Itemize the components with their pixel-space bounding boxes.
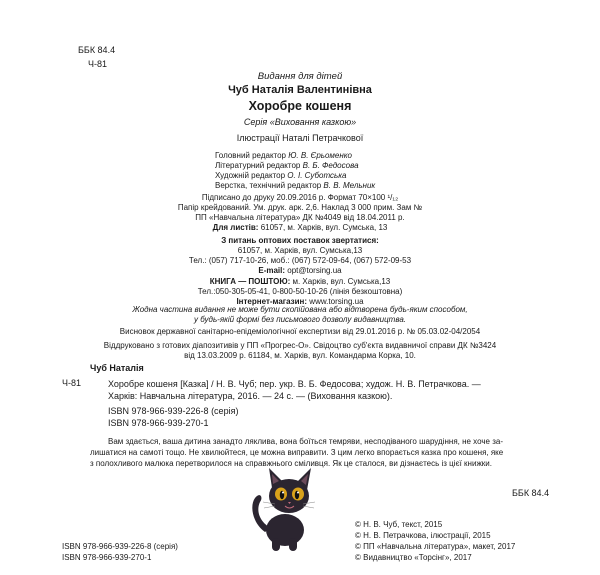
kitten-body — [266, 514, 304, 546]
catalog-isbn: ISBN 978-966-939-226-8 (серія) ISBN 978-966-939-270-1 — [108, 406, 239, 428]
editors-block — [215, 151, 515, 191]
letters-line: Для листів: 61057, м. Харків, вул. Сумська, 13 — [212, 223, 388, 232]
copyright-item: © Н. В. Чуб, текст, 2015 — [355, 520, 443, 529]
kitten-illustration — [245, 462, 327, 554]
sanitary-conclusion: Висновок державної санітарно-епідеміологічної експертизи від 29.01.2016 р. № 05.03.02-04/2054 — [119, 327, 481, 336]
catalog-code: Ч-81 — [62, 378, 82, 388]
edition-type: Видання для дітей — [257, 71, 343, 82]
print-info: Підписано до друку 20.09.2016 р. Формат 70×100 ¹/₁₂ Папір крейдований. Ум. друк. арк. 2,6. Наклад 3 000 прим. Зам № ПП «Навчальна література» ДК №4049 від 18.04.2011 р. Для листів: 61057, м. Харків, вул. Сумська, 13 — [0, 193, 600, 233]
editor-line: Літературний редактор В. Б. Федосова — [215, 161, 359, 170]
printer-info: Віддруковано з готових діапозитивів у ПП «Прогрес-О». Свідоцтво суб'єкта видавничої справи ДК №3424 від 13.03.2009 р. 61184, м. Харків, вул. Командарма Корка, 10. — [103, 341, 497, 360]
copyright-item: © Н. В. Петрачкова, ілюстрації, 2015 — [355, 531, 491, 540]
illustrator: Ілюстрації Наталі Петрачкової — [236, 133, 364, 143]
kitten-leg — [289, 538, 297, 551]
bottom-isbn: ISBN 978-966-939-226-8 (серія) ISBN 978-966-939-270-1 — [62, 542, 178, 562]
kitten-leg — [272, 538, 280, 551]
copyright-item: © Видавництво «Торсінг», 2017 — [355, 553, 472, 562]
editor-line: Верстка, технічний редактор В. В. Мельник — [215, 181, 376, 190]
series-name: Серія «Виховання казкою» — [243, 117, 357, 127]
editor-line: Головний редактор Ю. В. Єрьоменко — [215, 151, 352, 160]
catalog-annotation: Вам здається, ваша дитина занадто ляклива, вона боїться темряви, несподіваного шарудіння, не хоче за- лишатися на самоті тощо. Не хвилюйтеся, це можна виправити. З цим легко впорається казка про кошеня, яке з полохливого малюка перетворилося на справжнього сміливця. Як це сталося, ви дізнаєтесь із цієї книжки. — [90, 437, 504, 468]
catalog-description: Хоробре кошеня [Казка] / Н. В. Чуб; пер. укр. В. Б. Федосова; худож. Н. В. Петрачкова. — Харків: Навчальна література, 2016. — 24 с. — (Виховання казкою). — [108, 379, 481, 401]
bbk-code: ББК 84.4 — [78, 45, 116, 55]
editor-line: Художній редактор О. І. Суботська — [215, 171, 347, 180]
bottom-bbk: ББК 84.4 — [512, 488, 550, 498]
copyright-list — [355, 519, 515, 563]
book-title: Хоробре кошеня — [248, 99, 352, 113]
copyright-notice: Жодна частина видання не може бути скопійована або відтворена будь-яким способом, у будь-якій формі без письмового дозволу видавництва. — [132, 305, 468, 324]
author-name: Чуб Наталія Валентинівна — [228, 84, 372, 96]
catalog-author: Чуб Наталія — [90, 363, 144, 373]
wholesale-block: З питань оптових поставок звертатися: 61057, м. Харків, вул. Сумська,13 Тел.: (057) 717-10-26, моб.: (067) 572-09-64, (067) 572-09-53 E-mail: opt@torsing.ua КНИГА — ПОШТОЮ: м. Харків, вул. Сумська,13 Тел.:050-305-05-41, 0-800-50-10-26 (лінія безкоштовна) Інтернет-магазин: www.torsing.ua — [188, 236, 412, 306]
copyright-item: © ПП «Навчальна література», макет, 2017 — [355, 542, 516, 551]
udc-code: Ч-81 — [88, 59, 108, 69]
